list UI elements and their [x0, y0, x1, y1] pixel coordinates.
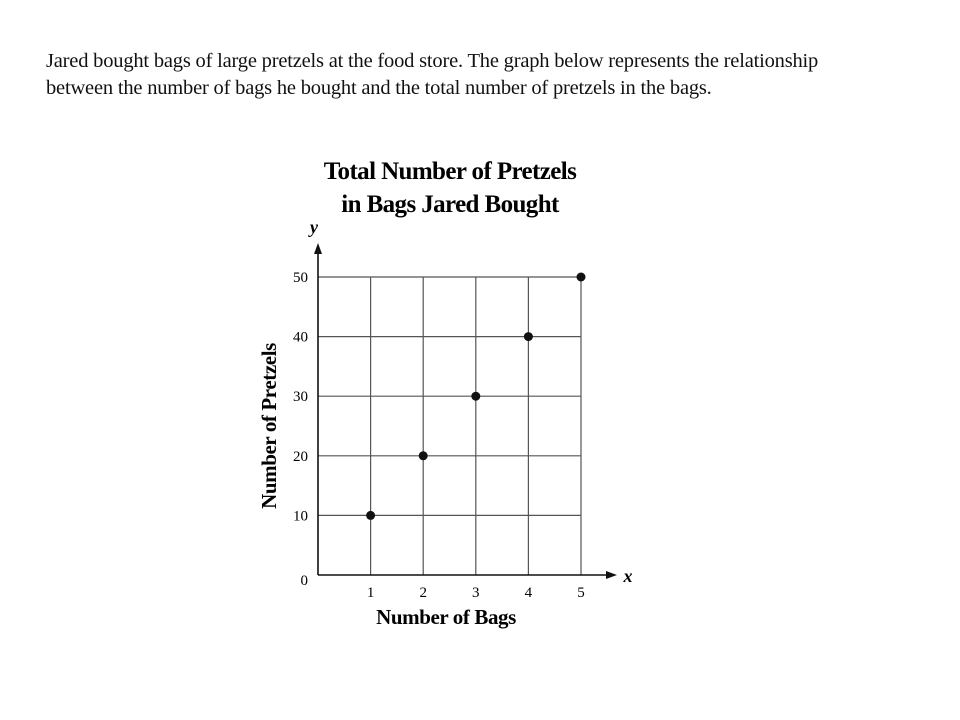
data-point — [366, 511, 375, 520]
x-tick-label: 1 — [366, 585, 375, 601]
x-tick-label: 2 — [419, 585, 427, 601]
x-tick-label: 5 — [577, 585, 585, 601]
x-tick-label: 3 — [472, 585, 480, 601]
x-axis-arrow — [606, 571, 617, 579]
origin-label: 0 — [300, 573, 308, 589]
chart-title-line: Total Number of Pretzels — [323, 158, 577, 185]
x-axis-variable: x — [623, 566, 633, 586]
data-point — [577, 273, 586, 282]
y-axis-label: Number of Pretzels — [257, 343, 281, 509]
data-point — [419, 451, 428, 460]
y-tick-label: 40 — [293, 329, 308, 346]
y-axis-arrow — [314, 243, 322, 254]
y-axis-variable: y — [310, 217, 318, 237]
question-line-2: between the number of bags he bought and the total number of pretzels in the bags. — [46, 77, 712, 99]
x-axis-label: Number of Bags — [376, 605, 516, 629]
y-tick-label: 50 — [293, 270, 308, 286]
data-point — [471, 392, 480, 401]
data-point — [524, 332, 533, 341]
y-tick-label: 10 — [293, 508, 308, 525]
x-tick-label: 4 — [524, 585, 533, 601]
y-tick-label: 30 — [293, 389, 308, 406]
question-line-1: Jared bought bags of large pretzels at the food store. The graph below represents the relationship — [46, 50, 819, 72]
y-tick-label: 20 — [293, 448, 308, 465]
chart-title-line: in Bags Jared Bought — [341, 191, 559, 218]
